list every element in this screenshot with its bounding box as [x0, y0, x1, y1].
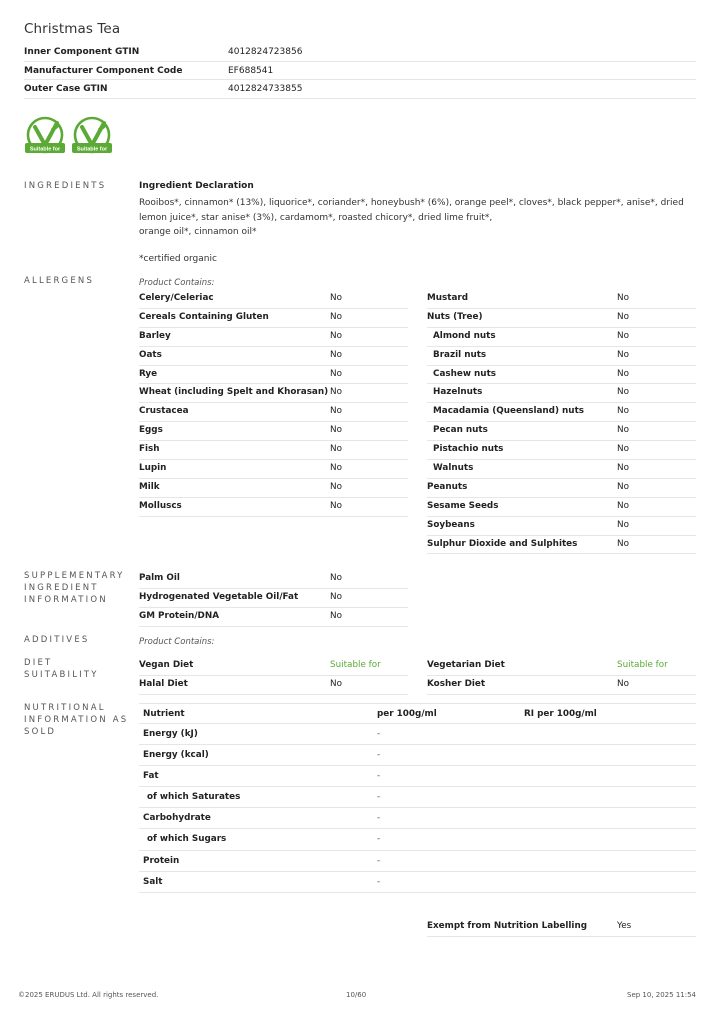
attribute-row [139, 479, 408, 498]
attribute-value: No [617, 349, 629, 360]
nutrient-value: - [377, 813, 381, 824]
nutrient-label: Salt [143, 876, 163, 887]
attribute-row [139, 290, 408, 309]
nutrient-value: - [377, 855, 381, 866]
attribute-value: No [330, 481, 342, 492]
attribute-value: No [330, 425, 342, 436]
footer-timestamp: Sep 10, 2025 11:54 [627, 991, 696, 999]
attribute-label: Macadamia (Queensland) nuts [433, 406, 585, 417]
exempt-value: Yes [617, 921, 632, 931]
identifier-value: EF688541 [228, 65, 274, 76]
attribute-value: No [617, 425, 629, 436]
attribute-row [427, 441, 696, 460]
supplementary-section-label: SUPPLEMENTARY INGREDIENT INFORMATION [24, 571, 125, 605]
nutrient-value: - [377, 792, 381, 803]
nutrition-section-label: NUTRITIONAL INFORMATION AS SOLD [24, 703, 129, 737]
nutrient-value: - [377, 771, 381, 782]
attribute-label: Pistachio nuts [433, 444, 504, 455]
attribute-row [139, 608, 408, 627]
attribute-label: Eggs [139, 425, 163, 436]
attribute-row [139, 309, 408, 328]
vegetarian-v-icon [71, 116, 113, 158]
attribute-value: No [617, 500, 629, 511]
attribute-label: Pecan nuts [433, 425, 488, 436]
attribute-label: Vegan Diet [139, 660, 194, 670]
attribute-label: Nuts (Tree) [427, 311, 483, 322]
attribute-row [139, 498, 408, 517]
attribute-label: Milk [139, 481, 160, 492]
nutrient-value: - [377, 729, 381, 739]
diet-table-left [139, 657, 408, 695]
nutrition-row [139, 851, 696, 872]
attribute-row [139, 441, 408, 460]
attribute-label: Cereals Containing Gluten [139, 311, 269, 322]
identifier-row [24, 62, 696, 81]
footer-copyright: ©2025 ERUDUS Ltd. All rights reserved. [18, 991, 159, 999]
attribute-label: Kosher Diet [427, 678, 486, 689]
attribute-row [139, 589, 408, 608]
diet-table-right [427, 657, 696, 695]
identifier-value: 4012824733855 [228, 84, 303, 95]
attribute-value: No [617, 519, 629, 530]
attribute-label: Vegetarian Diet [427, 660, 505, 670]
attribute-value: No [330, 406, 342, 417]
identifier-value: 4012824723856 [228, 47, 303, 57]
nutrient-label: Carbohydrate [143, 813, 211, 824]
attribute-value: No [330, 349, 342, 360]
attribute-value: No [617, 406, 629, 417]
attribute-value: No [617, 444, 629, 455]
attribute-label: Celery/Celeriac [139, 293, 214, 303]
attribute-label: Barley [139, 330, 171, 341]
attribute-label: Oats [139, 349, 162, 360]
nutrition-table [139, 703, 696, 893]
nutrition-header-row [139, 703, 696, 724]
nutrient-value: - [377, 834, 381, 845]
attribute-row [139, 657, 408, 676]
attribute-label: Wheat (including Spelt and Khorasan) [139, 387, 329, 398]
attribute-label: Peanuts [427, 481, 468, 492]
attribute-value: No [330, 463, 342, 474]
ingredient-declaration-heading: Ingredient Declaration [139, 181, 254, 191]
attribute-label: Mustard [427, 293, 469, 303]
attribute-value: No [330, 610, 342, 621]
footer-page-number: 10/60 [346, 991, 367, 999]
nutrient-value: - [377, 750, 381, 761]
nutrition-row [139, 872, 696, 893]
vegan-v-icon [24, 116, 66, 158]
attribute-row [139, 460, 408, 479]
attribute-label: Almond nuts [433, 330, 496, 341]
attribute-row [139, 570, 408, 589]
attribute-row [139, 403, 408, 422]
attribute-label: Brazil nuts [433, 349, 487, 360]
nutrition-row [139, 766, 696, 787]
attribute-label: Molluscs [139, 500, 182, 511]
attribute-label: Crustacea [139, 406, 189, 417]
attribute-row [427, 498, 696, 517]
ingredient-declaration-text [139, 196, 691, 240]
per100-column-header: per 100g/ml [377, 709, 437, 719]
attribute-row [427, 657, 696, 676]
attribute-value: No [617, 311, 629, 322]
identifier-label: Inner Component GTIN [24, 47, 140, 57]
attribute-row [427, 290, 696, 309]
badge-caption: Suitable for [29, 146, 61, 153]
attribute-label: Soybeans [427, 519, 475, 530]
nutrient-value: - [377, 876, 381, 887]
attribute-value: No [330, 591, 342, 602]
attribute-label: Hydrogenated Vegetable Oil/Fat [139, 591, 299, 602]
attribute-row [139, 422, 408, 441]
attribute-value: No [330, 678, 342, 689]
attribute-row [139, 328, 408, 347]
attribute-label: Walnuts [433, 463, 474, 474]
identifier-table [24, 43, 696, 99]
attribute-value: No [617, 368, 629, 379]
attribute-value: Suitable for [617, 660, 668, 670]
additives-section-label: ADDITIVES [24, 635, 90, 645]
attribute-label: Halal Diet [139, 678, 188, 689]
nutrient-label: Protein [143, 855, 180, 866]
attribute-label: Sesame Seeds [427, 500, 499, 511]
attribute-value: No [330, 387, 342, 398]
ingredient-text-line: orange oil*, cinnamon oil* [139, 227, 257, 237]
supplementary-table [139, 570, 408, 627]
identifier-row [24, 80, 696, 99]
exempt-row [427, 918, 696, 937]
ingredient-text-line: Rooibos*, cinnamon* (13%), liquorice*, coriander*, honeybush* (6%), orange peel*, cloves*, black pepper*, anise*, dried lemon juice*, star anise* (3%), cardamom*, roasted chicory*, dried lime fruit*, [139, 198, 684, 223]
attribute-label: Sulphur Dioxide and Sulphites [427, 538, 578, 549]
ingredient-note: *certified organic [139, 254, 217, 264]
attribute-value: No [617, 463, 629, 474]
attribute-label: Lupin [139, 463, 167, 474]
attribute-label: Cashew nuts [433, 368, 497, 379]
nutrition-row [139, 724, 696, 745]
attribute-row [427, 309, 696, 328]
diet-section-label: DIET SUITABILITY [24, 658, 99, 680]
nutrition-row [139, 787, 696, 808]
identifier-label: Outer Case GTIN [24, 84, 108, 95]
attribute-row [427, 403, 696, 422]
attribute-value: No [330, 368, 342, 379]
attribute-row [139, 384, 408, 403]
nutrition-row [139, 808, 696, 829]
allergens-section-label: ALLERGENS [24, 276, 95, 286]
attribute-value: No [617, 678, 629, 689]
nutrient-column-header: Nutrient [143, 709, 185, 719]
attribute-label: Palm Oil [139, 573, 180, 583]
attribute-value: Suitable for [330, 660, 381, 670]
nutrition-rows [139, 724, 696, 893]
ri-column-header: RI per 100g/ml [524, 709, 597, 719]
attribute-value: No [617, 330, 629, 341]
nutrient-label: of which Saturates [147, 792, 241, 803]
nutrition-row [139, 829, 696, 850]
attribute-row [427, 366, 696, 385]
allergen-table-left [139, 290, 408, 517]
attribute-row [427, 517, 696, 536]
attribute-value: No [617, 481, 629, 492]
attribute-row [427, 479, 696, 498]
attribute-row [427, 422, 696, 441]
attribute-row [139, 366, 408, 385]
attribute-row [427, 347, 696, 366]
additives-contains-label: Product Contains: [139, 637, 215, 647]
attribute-value: No [330, 573, 342, 583]
attribute-value: No [617, 293, 629, 303]
attribute-value: No [617, 538, 629, 549]
identifier-row [24, 43, 696, 62]
attribute-row [427, 384, 696, 403]
attribute-row [139, 347, 408, 366]
attribute-row [139, 676, 408, 695]
attribute-value: No [330, 311, 342, 322]
attribute-label: Hazelnuts [433, 387, 483, 398]
attribute-value: No [330, 444, 342, 455]
attribute-label: Rye [139, 368, 158, 379]
exempt-label: Exempt from Nutrition Labelling [427, 921, 588, 931]
attribute-row [427, 460, 696, 479]
nutrient-label: Energy (kJ) [143, 729, 198, 739]
attribute-row [427, 536, 696, 555]
attribute-label: GM Protein/DNA [139, 610, 220, 621]
attribute-value: No [330, 330, 342, 341]
nutrient-label: Fat [143, 771, 159, 782]
attribute-row [427, 328, 696, 347]
page-title: Christmas Tea [24, 21, 121, 37]
allergen-table-right [427, 290, 696, 554]
identifier-label: Manufacturer Component Code [24, 65, 183, 76]
nutrient-label: of which Sugars [147, 834, 227, 845]
badge-caption: Suitable for [76, 146, 108, 153]
ingredients-section-label: INGREDIENTS [24, 181, 107, 191]
nutrient-label: Energy (kcal) [143, 750, 209, 761]
allergens-contains-label: Product Contains: [139, 278, 215, 288]
nutrition-row [139, 745, 696, 766]
attribute-row [427, 676, 696, 695]
attribute-value: No [330, 293, 342, 303]
attribute-value: No [330, 500, 342, 511]
attribute-value: No [617, 387, 629, 398]
attribute-label: Fish [139, 444, 160, 455]
